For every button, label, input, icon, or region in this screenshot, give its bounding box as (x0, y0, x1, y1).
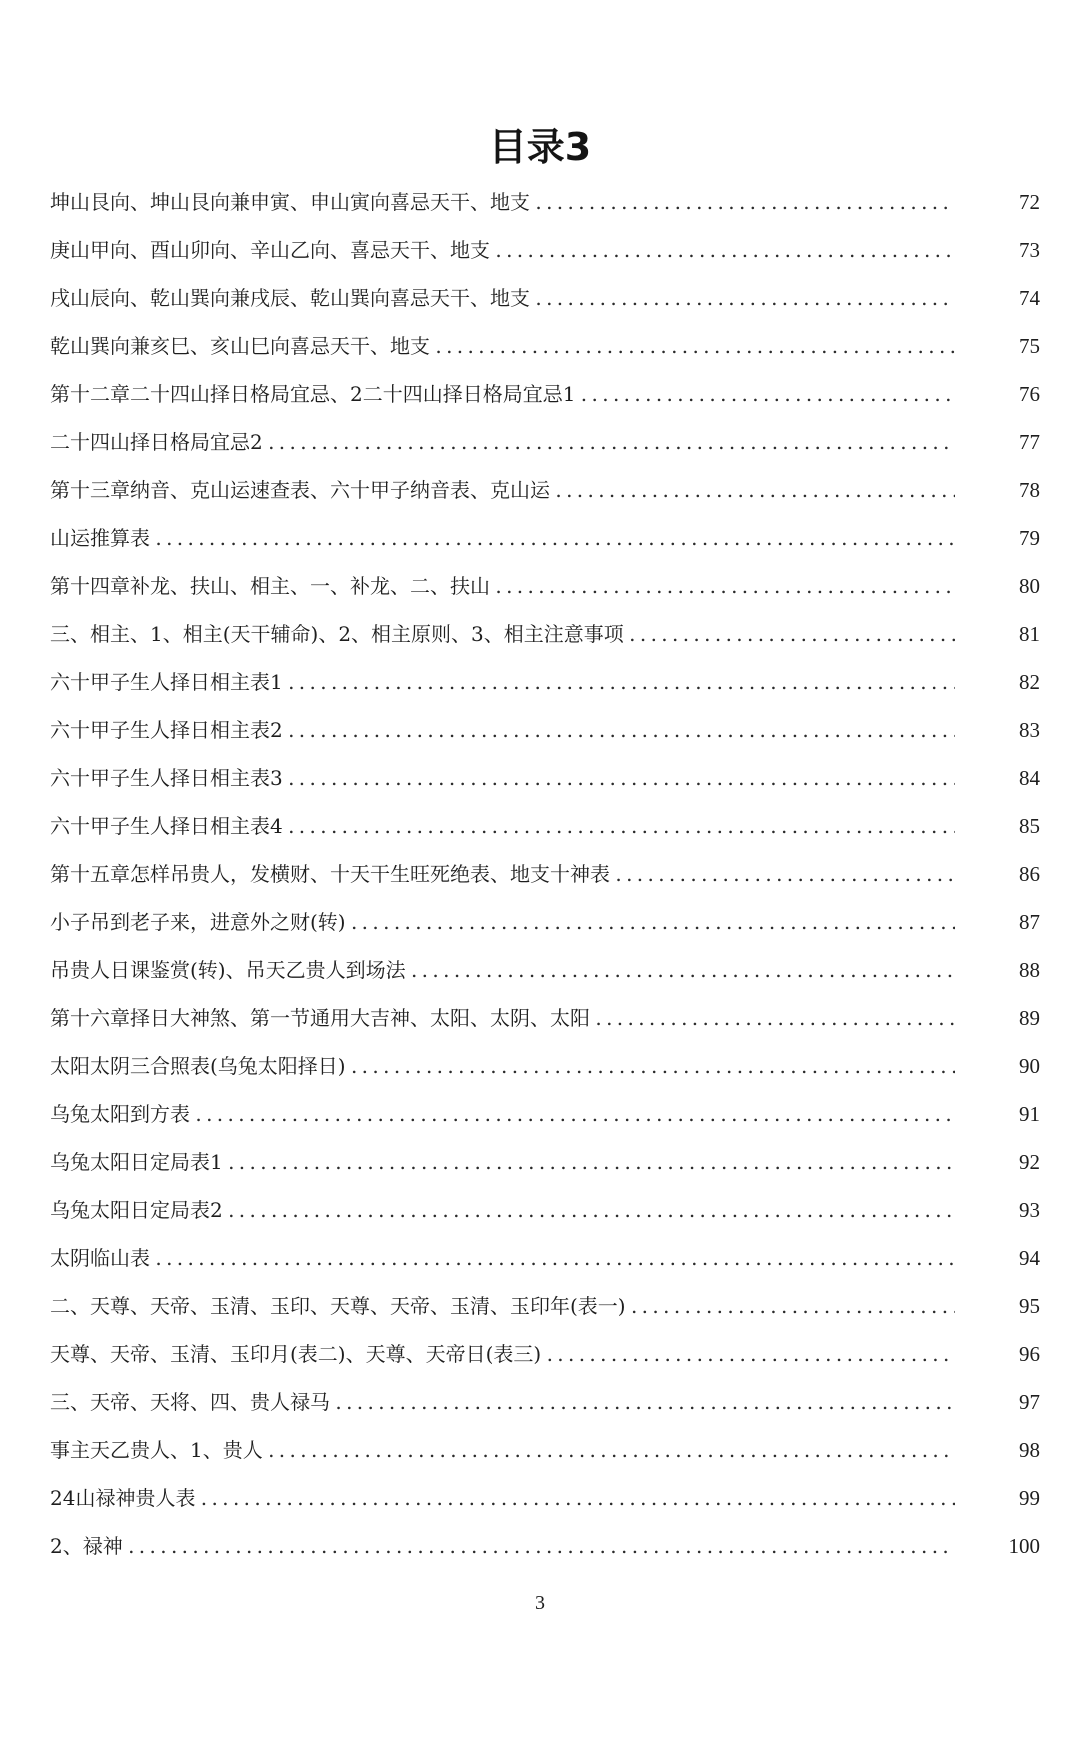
toc-entry (50, 1042, 1040, 1090)
toc-entry-page: 96 (1019, 1342, 1040, 1366)
toc-entry-page: 94 (1019, 1246, 1040, 1270)
toc-entry-title: 24山禄神贵人表 . . . (50, 1474, 955, 1522)
toc-entry-page: 99 (1019, 1486, 1040, 1510)
toc-entry-page: 87 (1019, 910, 1040, 934)
toc-entry-page: 76 (1019, 382, 1040, 406)
toc-entry-page: 85 (1019, 814, 1040, 838)
toc-entry-title: 戌山辰向、乾山巽向兼戌辰、乾山巽向喜忌天干、地支 . . . (50, 274, 955, 322)
toc-entry-title: 乌兔太阳日定局表1 . . . (50, 1138, 955, 1186)
toc-entry-title: 三、相主、1、相主(天干辅命)、2、相主原则、3、相主注意事项 . . . (50, 610, 955, 658)
toc-entry-title: 乾山巽向兼亥巳、亥山巳向喜忌天干、地支 . . . (50, 322, 955, 370)
toc-entry-title: 二十四山择日格局宜忌2 . . . (50, 418, 955, 466)
toc-entry (50, 1522, 1040, 1570)
toc-entry-title: 乌兔太阳日定局表2 . . . (50, 1186, 955, 1234)
toc-entry (50, 1090, 1040, 1138)
toc-entry-title: 庚山甲向、酉山卯向、辛山乙向、喜忌天干、地支 . . . (50, 226, 955, 274)
toc-entry-page: 83 (1019, 718, 1040, 742)
toc-entry-page: 72 (1019, 190, 1040, 214)
toc-entry (50, 562, 1040, 610)
toc-entry-page: 91 (1019, 1102, 1040, 1126)
toc-entry-page: 86 (1019, 862, 1040, 886)
toc-entry-title: 三、天帝、天将、四、贵人禄马 . . . (50, 1378, 955, 1426)
toc-entry-title: 六十甲子生人择日相主表1 . . . (50, 658, 955, 706)
toc-entry-title: 第十三章纳音、克山运速查表、六十甲子纳音表、克山运 . . . (50, 466, 955, 514)
toc-entry (50, 802, 1040, 850)
toc-entry (50, 850, 1040, 898)
toc-entry (50, 1138, 1040, 1186)
toc-entry-title: 山运推算表 . . . (50, 514, 955, 562)
toc-entry (50, 658, 1040, 706)
toc-entry-title: 第十六章择日大神煞、第一节通用大吉神、太阳、太阴、太阳 . . . (50, 994, 955, 1042)
toc-entry-page: 77 (1019, 430, 1040, 454)
toc-entry-title: 事主天乙贵人、1、贵人 . . . (50, 1426, 955, 1474)
toc-entry (50, 706, 1040, 754)
toc-list (50, 178, 1040, 1570)
toc-entry (50, 1330, 1040, 1378)
page-title: 目录3 (488, 125, 592, 169)
toc-entry (50, 946, 1040, 994)
toc-entry (50, 514, 1040, 562)
toc-entry (50, 610, 1040, 658)
toc-entry-title: 第十四章补龙、扶山、相主、一、补龙、二、扶山 . . . (50, 562, 955, 610)
toc-entry-page: 100 (1008, 1534, 1040, 1558)
toc-entry-page: 82 (1019, 670, 1040, 694)
toc-entry-title: 太阴临山表 . . . (50, 1234, 955, 1282)
toc-entry-title: 二、天尊、天帝、玉清、玉印、天尊、天帝、玉清、玉印年(表一) . . . (50, 1282, 955, 1330)
toc-entry (50, 226, 1040, 274)
toc-entry-title: 六十甲子生人择日相主表4 . . . (50, 802, 955, 850)
toc-entry (50, 418, 1040, 466)
toc-entry-page: 78 (1019, 478, 1040, 502)
toc-entry-title: 小子吊到老子来，进意外之财(转) . . . (50, 898, 955, 946)
toc-entry-title: 乌兔太阳到方表 . . . (50, 1090, 955, 1138)
toc-entry (50, 1474, 1040, 1522)
toc-entry (50, 754, 1040, 802)
toc-entry-title: 六十甲子生人择日相主表3 . . . (50, 754, 955, 802)
toc-entry (50, 1426, 1040, 1474)
toc-entry (50, 1234, 1040, 1282)
toc-entry-title: 第十五章怎样吊贵人，发横财、十天干生旺死绝表、地支十神表 . . . (50, 850, 955, 898)
toc-entry-title: 吊贵人日课鉴赏(转)、吊天乙贵人到场法 . . . (50, 946, 955, 994)
toc-entry-title: 2、禄神 . . . (50, 1522, 955, 1570)
toc-entry-title: 第十二章二十四山择日格局宜忌、2二十四山择日格局宜忌1 . . . (50, 370, 955, 418)
toc-entry-title: 六十甲子生人择日相主表2 . . . (50, 706, 955, 754)
toc-entry-page: 81 (1019, 622, 1040, 646)
toc-entry-title: 坤山艮向、坤山艮向兼申寅、申山寅向喜忌天干、地支 . . . (50, 178, 955, 226)
toc-entry-page: 97 (1019, 1390, 1040, 1414)
toc-entry-page: 93 (1019, 1198, 1040, 1222)
toc-entry (50, 1378, 1040, 1426)
toc-entry-page: 95 (1019, 1294, 1040, 1318)
toc-entry-page: 79 (1019, 526, 1040, 550)
toc-entry (50, 994, 1040, 1042)
toc-entry (50, 322, 1040, 370)
toc-entry-page: 98 (1019, 1438, 1040, 1462)
toc-entry-page: 90 (1019, 1054, 1040, 1078)
toc-entry (50, 466, 1040, 514)
toc-entry-page: 89 (1019, 1006, 1040, 1030)
toc-entry (50, 898, 1040, 946)
toc-entry (50, 178, 1040, 226)
toc-entry (50, 370, 1040, 418)
toc-entry-title: 天尊、天帝、玉清、玉印月(表二)、天尊、天帝日(表三) . . . (50, 1330, 955, 1378)
page-number: 3 (535, 1592, 545, 1614)
toc-entry (50, 1186, 1040, 1234)
toc-entry-page: 92 (1019, 1150, 1040, 1174)
toc-entry-page: 75 (1019, 334, 1040, 358)
toc-entry (50, 274, 1040, 322)
toc-entry-title: 太阳太阴三合照表(乌兔太阳择日) . . . (50, 1042, 955, 1090)
toc-entry (50, 1282, 1040, 1330)
toc-entry-page: 88 (1019, 958, 1040, 982)
toc-entry-page: 80 (1019, 574, 1040, 598)
toc-entry-page: 73 (1019, 238, 1040, 262)
toc-entry-page: 74 (1019, 286, 1040, 310)
toc-entry-page: 84 (1019, 766, 1040, 790)
